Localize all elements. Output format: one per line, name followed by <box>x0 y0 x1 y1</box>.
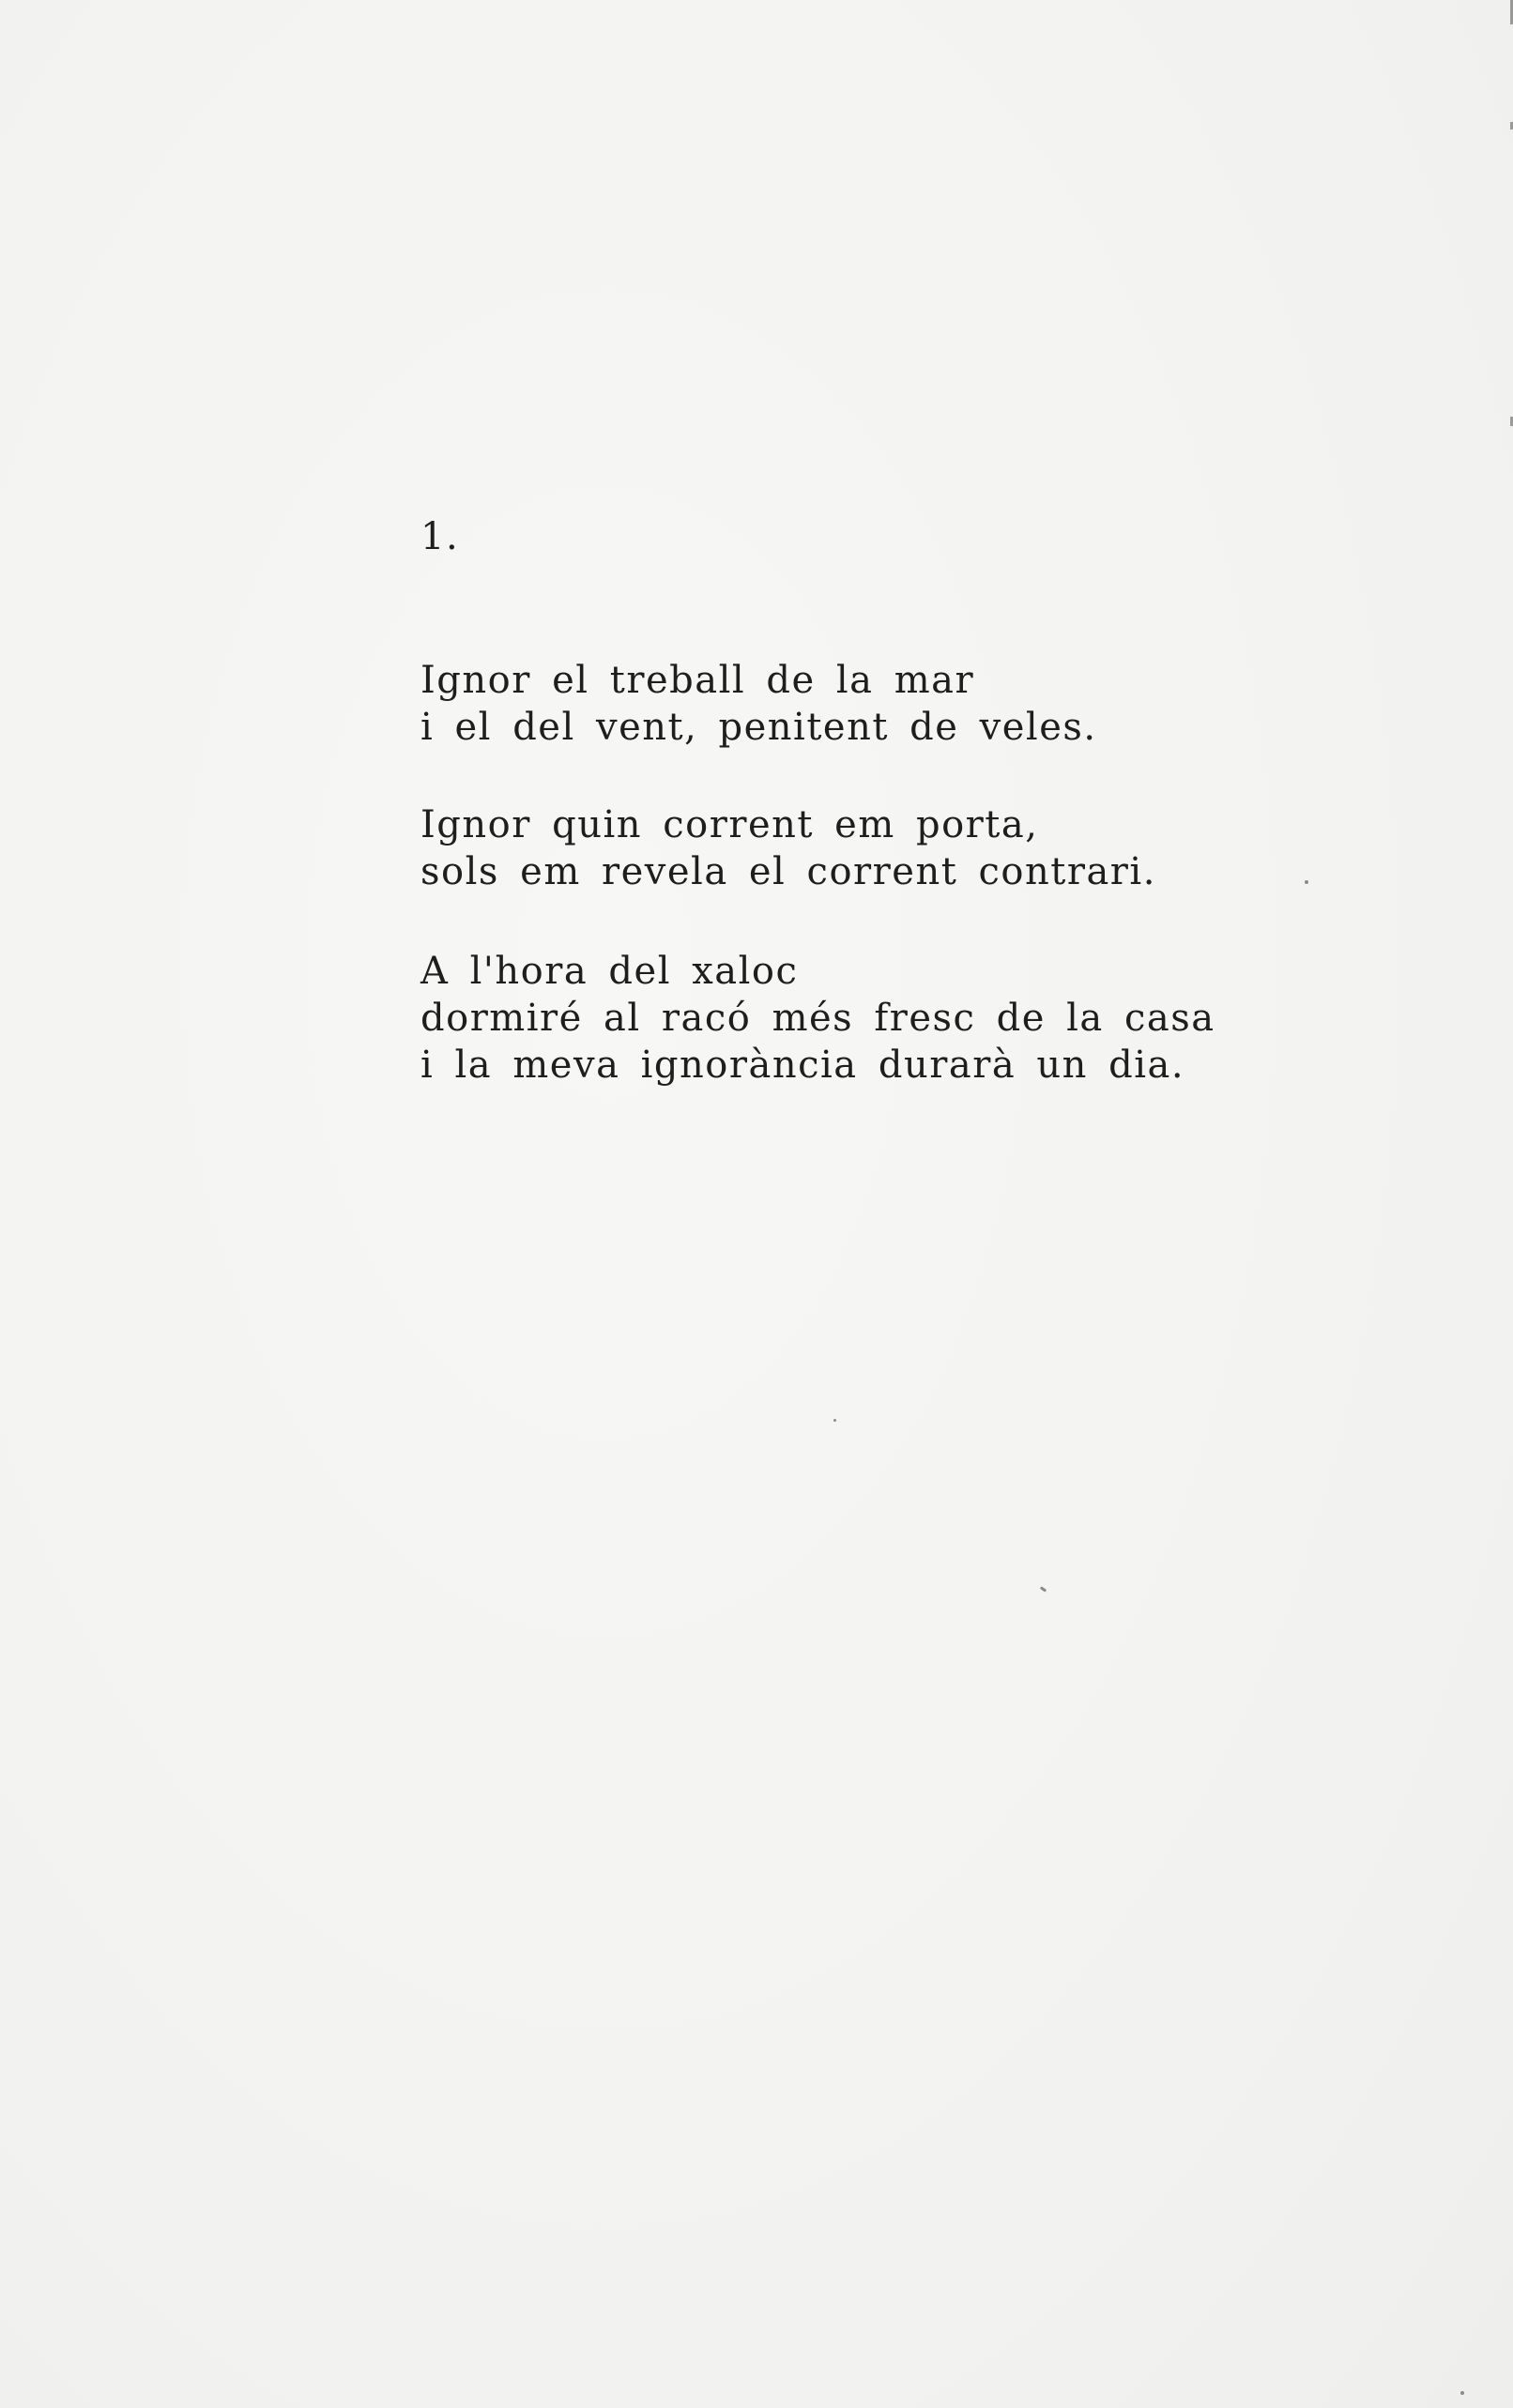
stanza-2 <box>420 801 1265 895</box>
verse-line: sols em revela el corrent contrari. <box>420 850 1156 893</box>
verse-line: i la meva ignorància durarà un dia. <box>420 1044 1185 1087</box>
poem-number: 1. <box>420 515 460 558</box>
verse-line: A l'hora del xaloc <box>420 950 799 993</box>
poem <box>420 514 1265 1089</box>
verse-line: Ignor quin corrent em porta, <box>420 803 1039 846</box>
stanza-1 <box>420 657 1265 751</box>
paper-speck <box>833 1419 836 1422</box>
paper-speck <box>1040 1586 1047 1592</box>
paper-speck <box>1305 880 1308 884</box>
verse-line: Ignor el treball de la mar <box>420 659 975 702</box>
verse-line: dormiré al racó més fresc de la casa <box>420 997 1215 1040</box>
paper-speck <box>1460 2391 1464 2395</box>
stanza-3 <box>420 948 1265 1089</box>
verse-line: i el del vent, penitent de veles. <box>420 706 1097 749</box>
